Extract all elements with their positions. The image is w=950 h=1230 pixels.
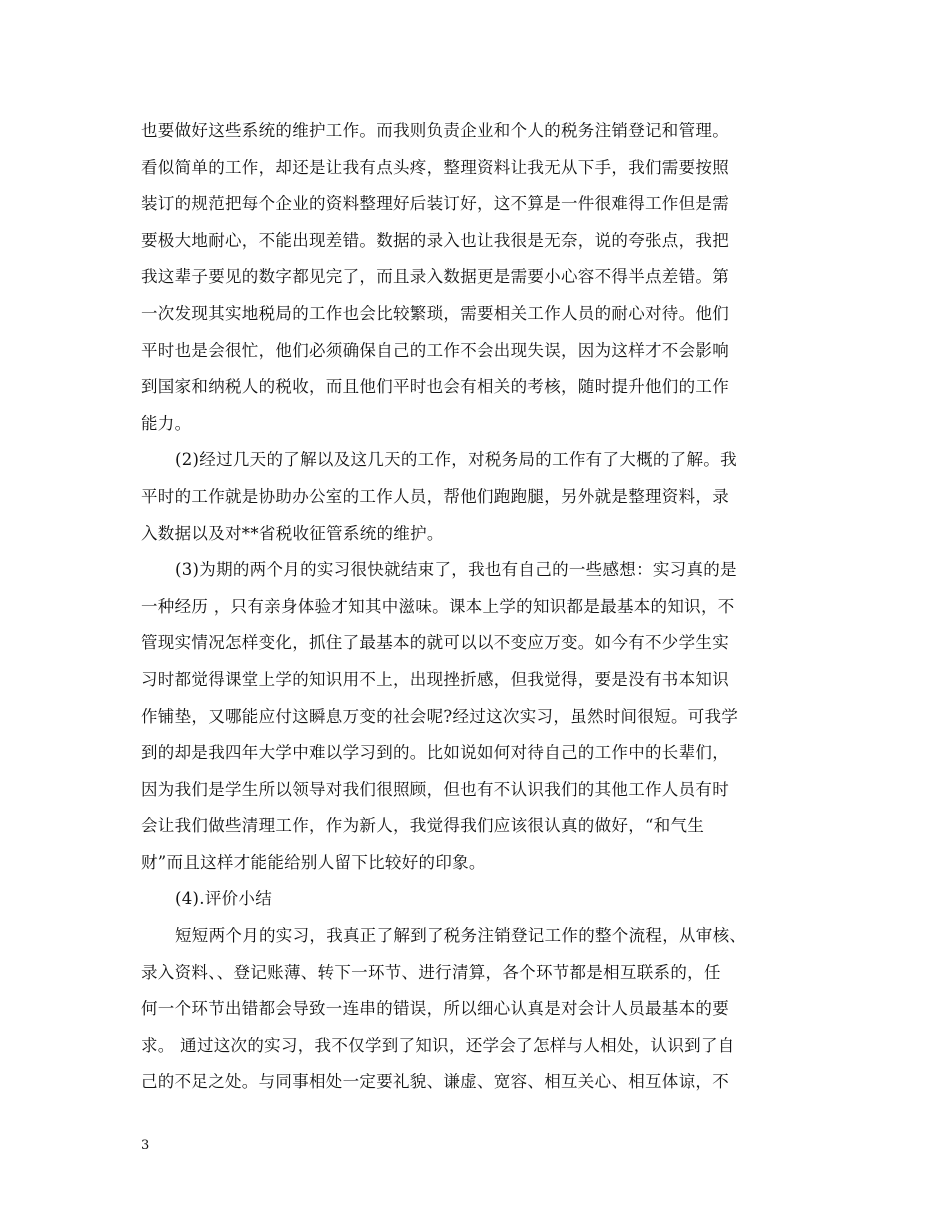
text-line: 何一个环节出错都会导致一连串的错误，所以细心认真是对会计人员最基本的要 — [141, 999, 729, 1019]
text-line: (2)经过几天的了解以及这几天的工作，对税务局的工作有了大概的了解。我 — [175, 450, 737, 470]
text-line: 短短两个月的实习，我真正了解到了税务注销登记工作的整个流程，从审核、 — [175, 926, 747, 946]
text-line: 一次发现其实地税局的工作也会比较繁琐，需要相关工作人员的耐心对待。他们 — [141, 303, 729, 323]
text-line: 我这辈子要见的数字都见完了，而且录入数据更是需要小心容不得半点差错。第 — [141, 267, 729, 287]
text-line: (4).评价小结 — [175, 889, 273, 909]
text-line: 也要做好这些系统的维护工作。而我则负责企业和个人的税务注销登记和管理。 — [141, 121, 729, 140]
text-line: 因为我们是学生所以领导对我们很照顾，但也有不认识我们的其他工作人员有时 — [141, 779, 729, 799]
text-line: 要极大地耐心，不能出现差错。数据的录入也让我很是无奈，说的夸张点，我把 — [141, 230, 729, 250]
page-number: 3 — [141, 1138, 150, 1153]
text-line: 财”而且这样才能能给别人留下比较好的印象。 — [141, 852, 486, 872]
text-line: 到的却是我四年大学中难以学习到的。比如说如何对待自己的工作中的长辈们， — [141, 743, 729, 763]
text-line: 一种经历 ，只有亲身体验才知其中滋味。课本上学的知识都是最基本的知识，不 — [141, 596, 735, 616]
body-text — [141, 113, 811, 1101]
text-line: 能力。 — [141, 413, 192, 433]
text-line: 求。 通过这次的实习，我不仅学到了知识，还学会了怎样与人相处，认识到了自 — [141, 1035, 735, 1055]
text-line: 习时都觉得课堂上学的知识用不上，出现挫折感，但我觉得，要是没有书本知识 — [141, 669, 729, 689]
text-line: 看似简单的工作，却还是让我有点头疼，整理资料让我无从下手，我们需要按照 — [141, 157, 729, 177]
text-line: 装订的规范把每个企业的资料整理好后装订好，这不算是一件很难得工作但是需 — [141, 194, 729, 214]
text-line: 到国家和纳税人的税收，而且他们平时也会有相关的考核，随时提升他们的工作 — [141, 377, 729, 397]
text-line: (3)为期的两个月的实习很快就结束了，我也有自己的一些感想：实习真的是 — [175, 560, 737, 580]
text-line: 平时也是会很忙，他们必须确保自己的工作不会出现失误，因为这样才不会影响 — [141, 340, 729, 360]
text-line: 平时的工作就是协助办公室的工作人员，帮他们跑跑腿，另外就是整理资料，录 — [141, 486, 729, 506]
text-line: 会让我们做些清理工作，作为新人，我觉得我们应该很认真的做好，“和气生 — [141, 816, 705, 836]
text-line: 己的不足之处。与同事相处一定要礼貌、谦虚、宽容、相互关心、相互体谅，不 — [141, 1072, 729, 1092]
text-line: 入数据以及对**省税收征管系统的维护。 — [141, 523, 444, 543]
text-line: 管现实情况怎样变化，抓住了最基本的就可以以不变应万变。如今有不少学生实 — [141, 633, 729, 653]
text-line: 录入资料、、登记账薄、转下一环节、进行清算，各个环节都是相互联系的，任 — [141, 962, 721, 982]
text-line: 作铺垫，又哪能应付这瞬息万变的社会呢?经过这次实习，虽然时间很短。可我学 — [141, 706, 739, 726]
